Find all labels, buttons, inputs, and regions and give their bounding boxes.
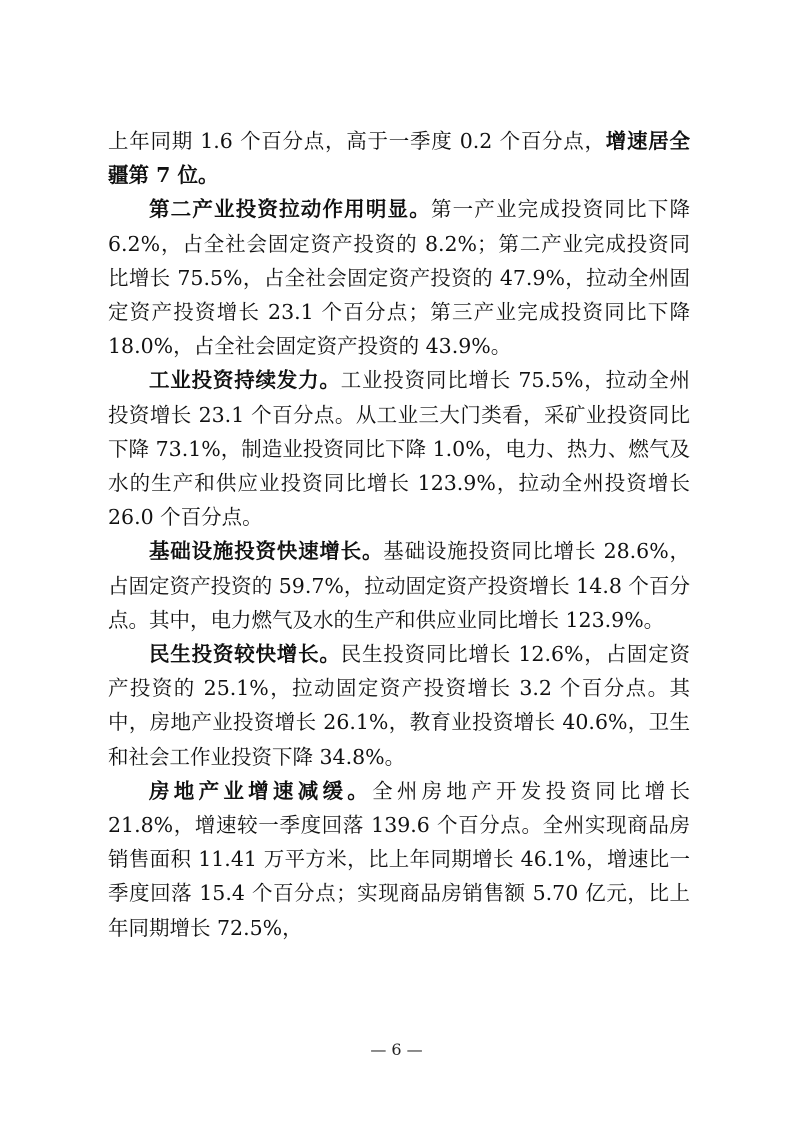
- paragraph-5-heading: 民生投资较快增长。: [149, 642, 341, 667]
- page-number: — 6 —: [370, 1040, 423, 1059]
- paragraph-6-text: 全州房地产开发投资同比增长 21.8%，增速较一季度回落 139.6 个百分点。全州实现商品房销售面积 11.41 万平方米，比上年同期增长 46.1%，增速比一季度回落 15.4 个百分点；实现商品房销售额 5.70 亿元，比上年同期增长 72.5%，: [108, 778, 691, 940]
- paragraph-3-heading: 工业投资持续发力。: [149, 368, 341, 393]
- paragraph-4-heading: 基础设施投资快速增长。: [149, 539, 384, 564]
- paragraph-real-estate: [108, 774, 690, 945]
- paragraph-1-emphasis: 增速居全疆第 7 位。: [108, 129, 690, 188]
- paragraph-1-text: 上年同期 1.6 个百分点，高于一季度 0.2 个百分点，: [108, 129, 606, 153]
- paragraph-5-text: 民生投资同比增长 12.6%，占固定资产投资的 25.1%，拉动固定资产投资增长 3.2 个百分点。其中，房地产业投资增长 26.1%，教育业投资增长 40.6%，卫生和社会工作业投资下降 34.8%。: [108, 642, 691, 769]
- paragraph-industrial-investment: [108, 363, 690, 534]
- paragraph-secondary-industry: [108, 192, 690, 363]
- paragraph-4-text: 基础设施投资同比增长 28.6%，占固定资产投资的 59.7%，拉动固定资产投资增长 14.8 个百分点。其中，电力燃气及水的生产和供应业同比增长 123.9%。: [108, 539, 690, 632]
- paragraph-livelihood: [108, 637, 690, 774]
- document-body: [108, 124, 690, 945]
- paragraph-2-heading: 第二产业投资拉动作用明显。: [149, 197, 431, 222]
- paragraph-2-text: 第一产业完成投资同比下降 6.2%，占全社会固定资产投资的 8.2%；第二产业完成投资同比增长 75.5%，占全社会固定资产投资的 47.9%，拉动全州固定资产投资增长 23.1 个百分点；第三产业完成投资同比下降 18.0%，占全社会固定资产投资的 43.9%。: [108, 197, 690, 359]
- paragraph-infrastructure: [108, 534, 690, 637]
- paragraph-1: [108, 124, 690, 192]
- paragraph-6-heading: 房地产业增速减缓。: [149, 778, 373, 803]
- paragraph-3-text: 工业投资同比增长 75.5%，拉动全州投资增长 23.1 个百分点。从工业三大门类看，采矿业投资同比下降 73.1%，制造业投资同比下降 1.0%，电力、热力、燃气及水的生产和供应业投资同比增长 123.9%，拉动全州投资增长 26.0 个百分点。: [108, 368, 691, 530]
